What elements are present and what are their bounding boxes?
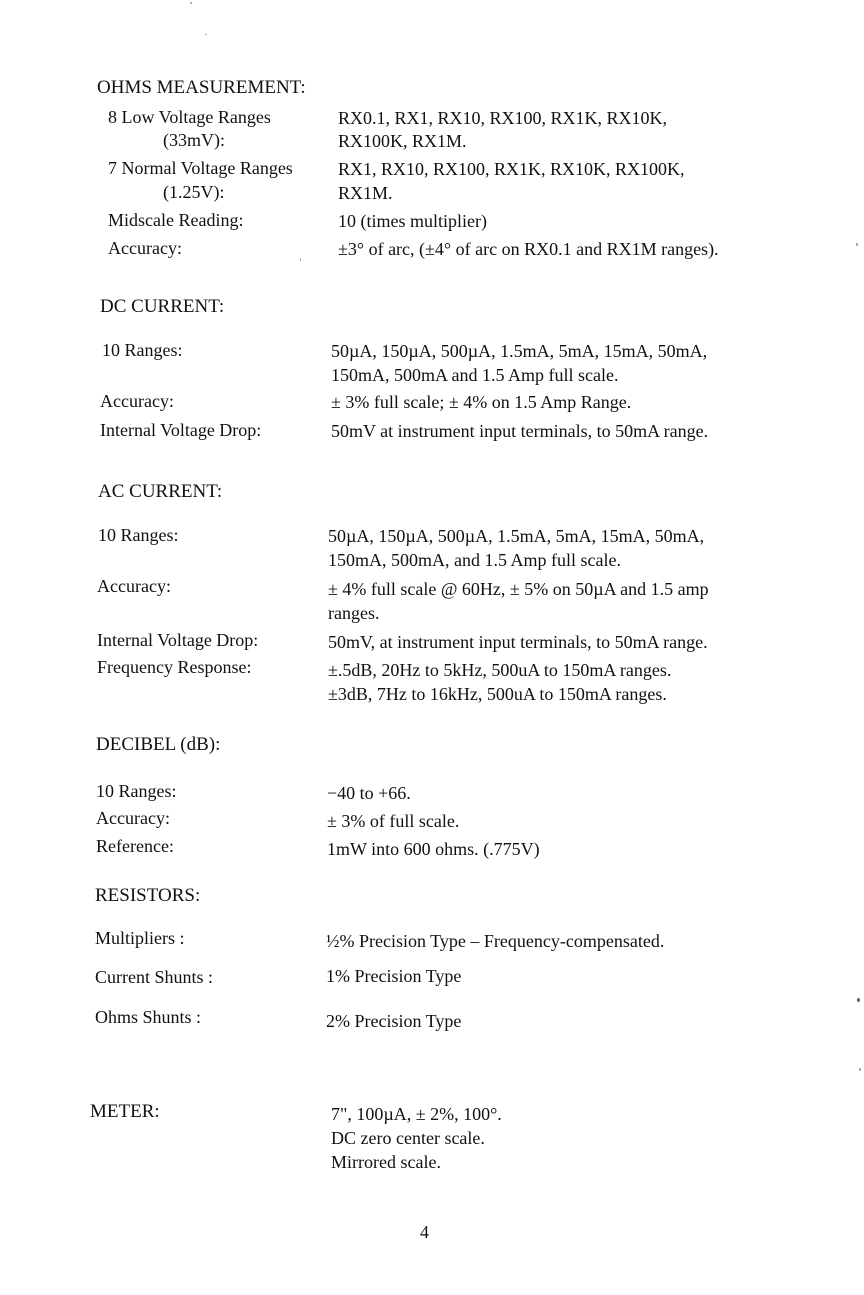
ohms-normal-label-1: 7 Normal Voltage Ranges: [108, 158, 293, 178]
db-ranges-label: 10 Ranges:: [96, 781, 177, 801]
ac-accuracy-label: Accuracy:: [97, 576, 171, 596]
ac-freq-label: Frequency Response:: [97, 657, 252, 677]
ac-ranges-label: 10 Ranges:: [98, 525, 179, 545]
db-accuracy-label: Accuracy:: [96, 808, 170, 828]
ac-ranges-value-2: 150mA, 500mA, and 1.5 Amp full scale.: [328, 550, 621, 570]
dc-ranges-value-2: 150mA, 500mA and 1.5 Amp full scale.: [331, 365, 619, 385]
scan-speck: [205, 34, 207, 35]
dc-drop-label: Internal Voltage Drop:: [100, 420, 262, 440]
db-reference-label: Reference:: [96, 836, 174, 856]
ohms-normal-value-1: RX1, RX10, RX100, RX1K, RX10K, RX100K,: [338, 159, 685, 179]
dc-ranges-label: 10 Ranges:: [102, 340, 183, 360]
page-number: 4: [420, 1222, 429, 1242]
res-current-value: 1% Precision Type: [326, 966, 462, 986]
decibel-section-title: DECIBEL (dB):: [96, 734, 221, 755]
dc-accuracy-value: ± 3% full scale; ± 4% on 1.5 Amp Range.: [331, 392, 632, 412]
ac-accuracy-value-1: ± 4% full scale @ 60Hz, ± 5% on 50µA and 1.5 amp: [328, 579, 709, 599]
dc-drop-value: 50mV at instrument input terminals, to 50mA range.: [331, 421, 709, 441]
ohms-normal-value-2: RX1M.: [338, 183, 393, 203]
ac-freq-value-1: ±.5dB, 20Hz to 5kHz, 500uA to 150mA ranges.: [328, 660, 672, 680]
ohms-low-value-1: RX0.1, RX1, RX10, RX100, RX1K, RX10K,: [338, 108, 668, 128]
ohms-midscale-value: 10 (times multiplier): [338, 211, 487, 231]
scan-speck: [859, 1068, 861, 1071]
res-ohms-value: 2% Precision Type: [326, 1011, 462, 1031]
ac-drop-label: Internal Voltage Drop:: [97, 630, 259, 650]
res-multipliers-value: ½% Precision Type – Frequency-compensated.: [326, 931, 665, 951]
ohms-midscale-label: Midscale Reading:: [108, 210, 244, 230]
res-multipliers-label: Multipliers :: [95, 928, 185, 948]
dc-current-section-title: DC CURRENT:: [100, 296, 225, 317]
ohms-normal-label-2: (1.25V):: [163, 182, 225, 202]
ohms-low-value-2: RX100K, RX1M.: [338, 131, 467, 151]
meter-section-title: METER:: [90, 1101, 160, 1122]
ohms-low-label-2: (33mV):: [163, 130, 225, 150]
ohms-accuracy-label: Accuracy:: [108, 238, 182, 258]
scan-speck: [856, 243, 858, 246]
ohms-low-label-1: 8 Low Voltage Ranges: [108, 107, 271, 127]
ac-ranges-value-1: 50µA, 150µA, 500µA, 1.5mA, 5mA, 15mA, 50mA,: [328, 526, 705, 546]
scan-speck: [300, 258, 301, 261]
resistors-section-title: RESISTORS:: [95, 885, 201, 906]
meter-value-1: 7", 100µA, ± 2%, 100°.: [331, 1104, 502, 1124]
ac-freq-value-2: ±3dB, 7Hz to 16kHz, 500uA to 150mA ranges.: [328, 684, 667, 704]
scan-speck: [857, 998, 860, 1002]
meter-value-3: Mirrored scale.: [331, 1152, 441, 1172]
dc-ranges-value-1: 50µA, 150µA, 500µA, 1.5mA, 5mA, 15mA, 50mA,: [331, 341, 708, 361]
ac-accuracy-value-2: ranges.: [328, 603, 380, 623]
db-reference-value: 1mW into 600 ohms. (.775V): [327, 839, 540, 859]
db-accuracy-value: ± 3% of full scale.: [327, 811, 460, 831]
ac-current-section-title: AC CURRENT:: [98, 481, 223, 502]
meter-value-2: DC zero center scale.: [331, 1128, 485, 1148]
dc-accuracy-label: Accuracy:: [100, 391, 174, 411]
ohms-section-title: OHMS MEASUREMENT:: [97, 77, 306, 98]
res-current-label: Current Shunts :: [95, 967, 214, 987]
ac-drop-value: 50mV, at instrument input terminals, to 50mA range.: [328, 632, 708, 652]
ohms-accuracy-value: ±3° of arc, (±4° of arc on RX0.1 and RX1M ranges).: [338, 239, 719, 259]
res-ohms-label: Ohms Shunts :: [95, 1007, 202, 1027]
scan-speck: [190, 2, 192, 4]
db-ranges-value: −40 to +66.: [327, 783, 411, 803]
